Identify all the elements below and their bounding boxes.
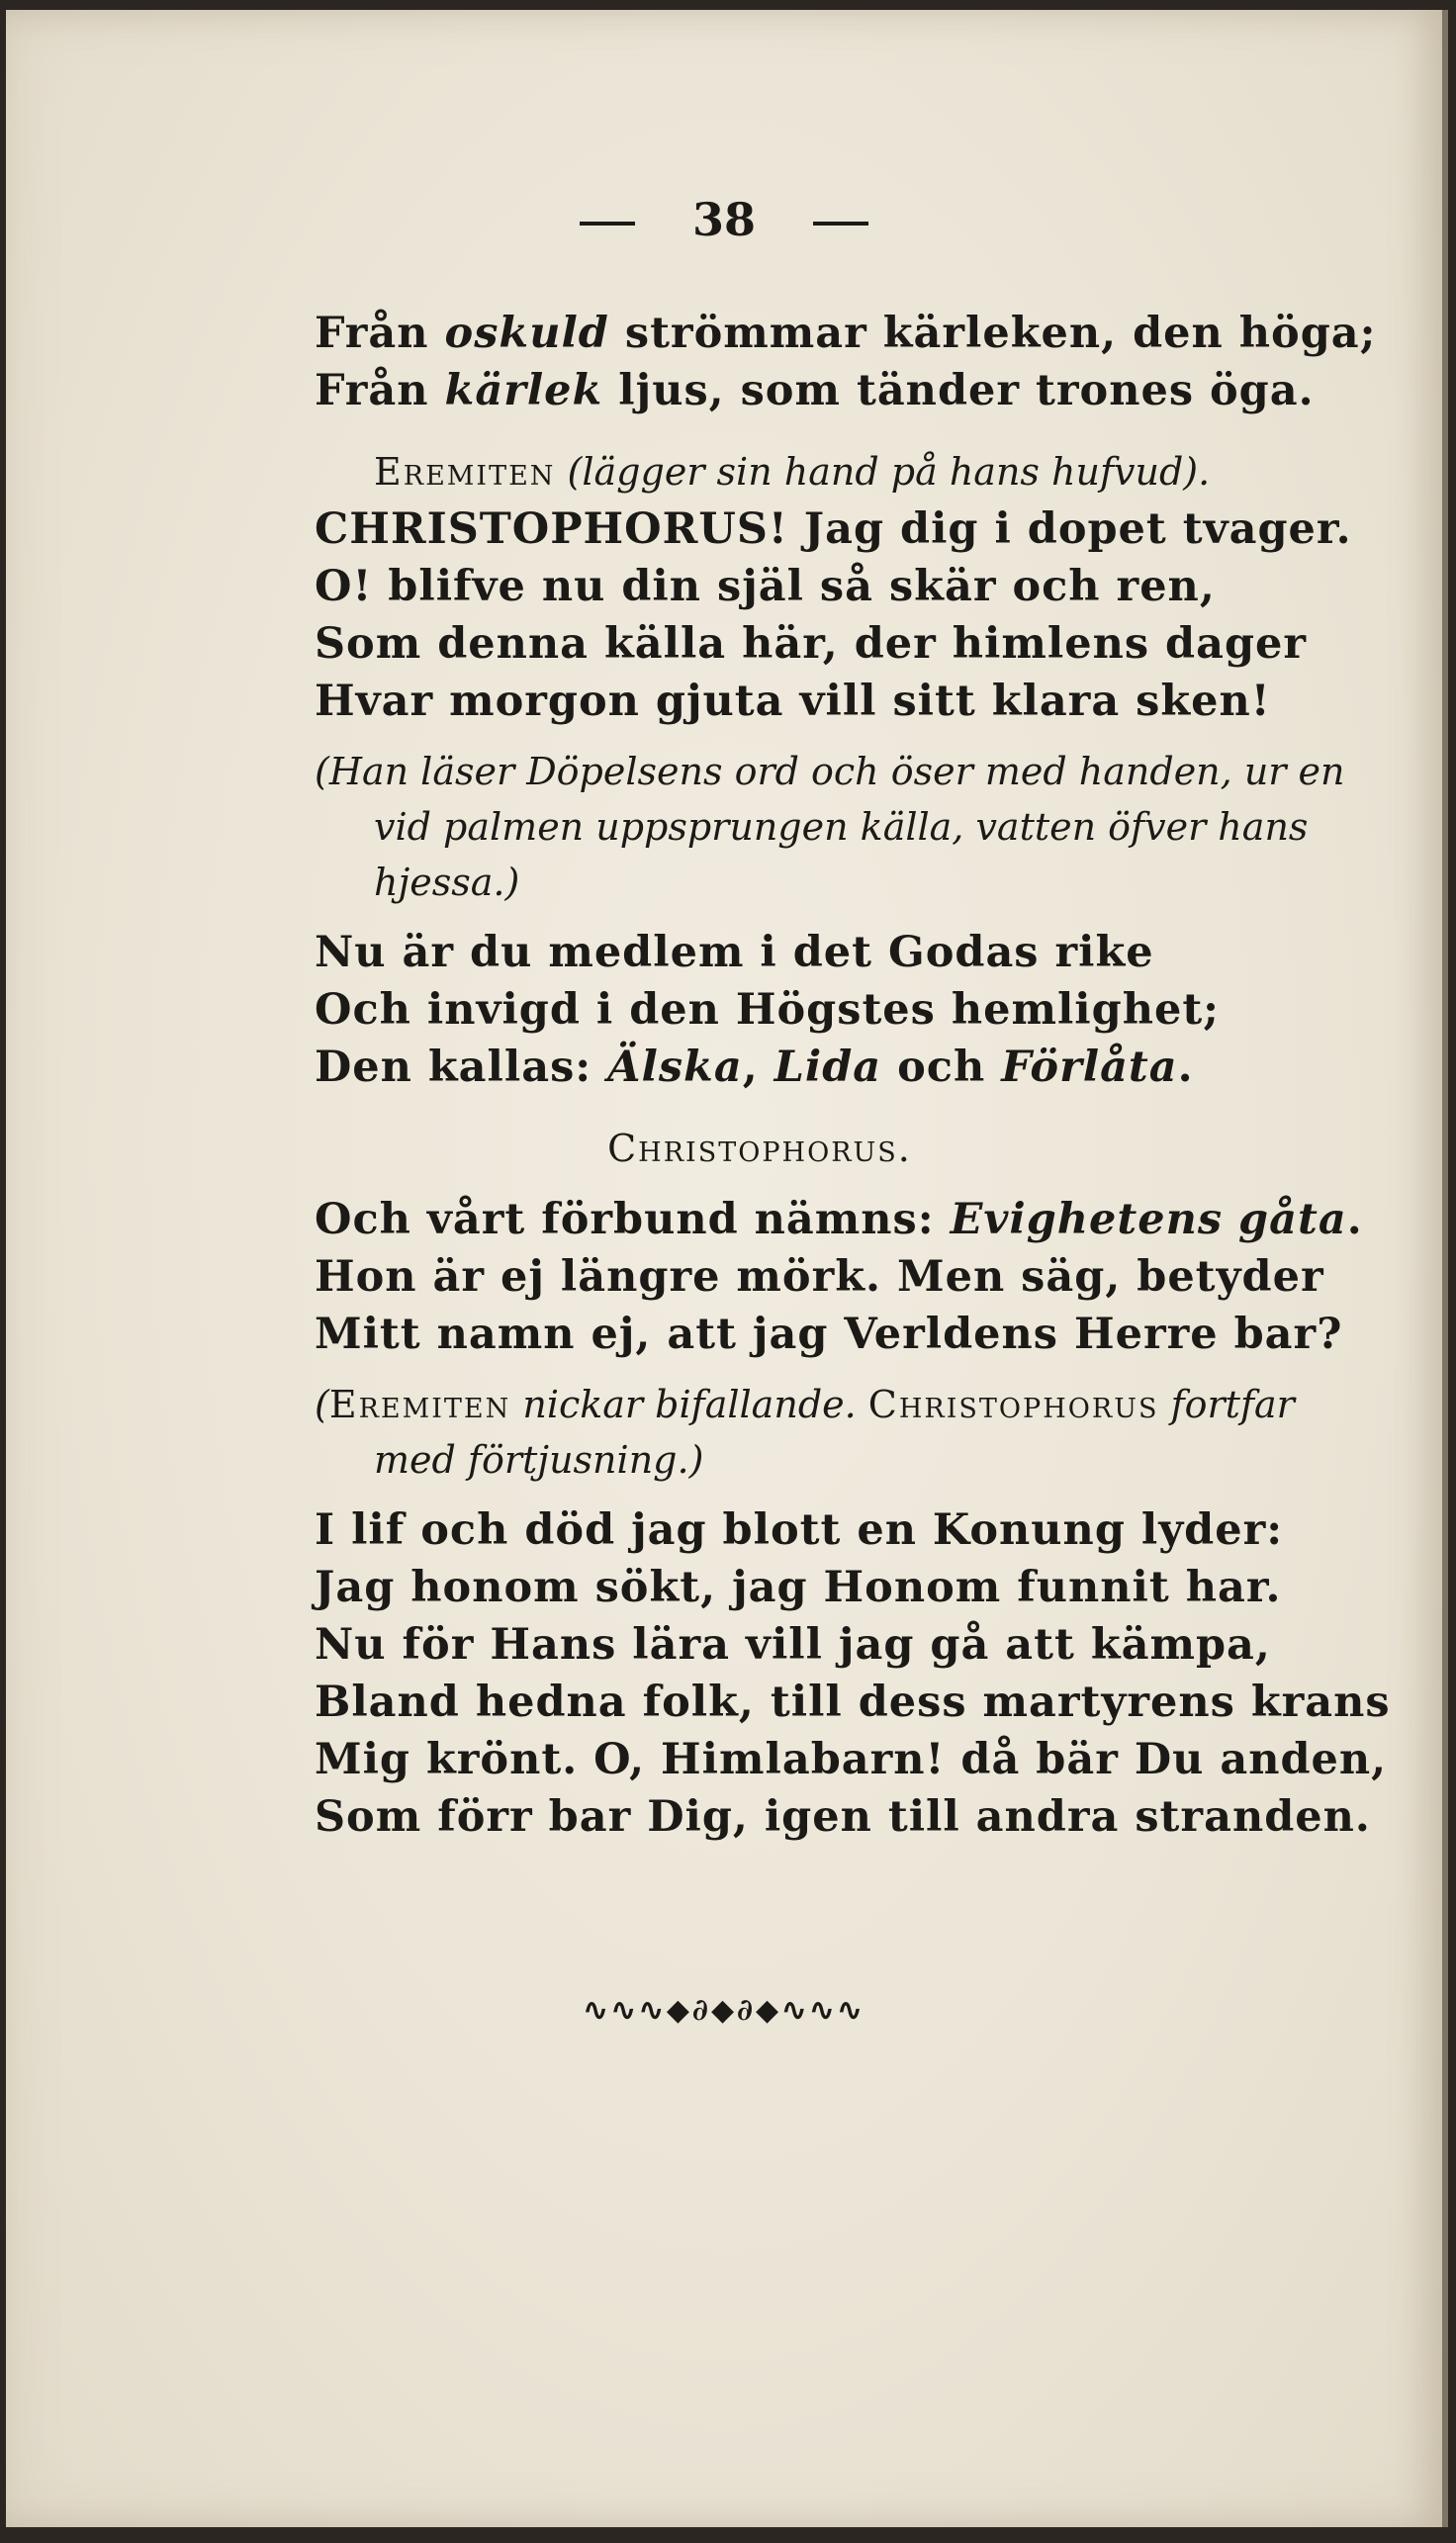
- ornament-divider: ∿∿∿◆∂◆∂◆∿∿∿: [583, 1993, 865, 2028]
- stage-direction: vid palmen uppsprungen källa, vatten öfver hans: [374, 805, 1309, 849]
- verse-line: Bland hedna folk, till dess martyrens krans: [315, 1678, 1391, 1727]
- header-dash-right: [813, 222, 868, 226]
- verse-body: [315, 305, 1391, 1846]
- header-dash-left: [580, 222, 635, 226]
- verse-line: Den kallas: Älska, Lida och Förlåta.: [315, 1043, 1194, 1092]
- page-header: [6, 193, 1442, 246]
- verse-line: Från oskuld strömmar kärleken, den höga;: [315, 309, 1377, 358]
- verse-line: Som denna källa här, der himlens dager: [315, 619, 1308, 669]
- speaker-direction: [315, 443, 1383, 500]
- verse-line: Mitt namn ej, att jag Verldens Herre bar?: [315, 1310, 1343, 1359]
- verse-line: Hvar morgon gjuta vill sitt klara sken!: [315, 677, 1271, 726]
- verse-line: O! blifve nu din själ så skär och ren,: [315, 562, 1216, 611]
- verse-line: Hon är ej längre mörk. Men säg, betyder: [315, 1252, 1324, 1302]
- verse-line: Nu för Hans lära vill jag gå att kämpa,: [315, 1620, 1271, 1670]
- verse-line: Och invigd i den Högstes hemlighet;: [315, 985, 1221, 1035]
- speaker-name: Eremiten: [374, 450, 556, 494]
- speaker-name: Christophorus.: [607, 1127, 912, 1170]
- verse-line: I lif och död jag blott en Konung lyder:: [315, 1505, 1284, 1555]
- stage-direction: (lägger sin hand på hans hufvud).: [567, 450, 1211, 494]
- book-page: [6, 10, 1448, 2527]
- verse-line: Mig krönt. O, Himlabarn! då bär Du anden,: [315, 1735, 1388, 1784]
- verse-line: Från kärlek ljus, som tänder trones öga.: [315, 366, 1315, 415]
- stage-direction: med förtjusning.): [374, 1438, 704, 1482]
- stage-direction: (Han läser Döpelsens ord och öser med handen, ur en: [315, 750, 1345, 793]
- verse-line: CHRISTOPHORUS! Jag dig i dopet tvager.: [315, 504, 1352, 554]
- verse-line: Och vårt förbund nämns: Evighetens gåta.: [315, 1195, 1363, 1244]
- verse-line: Jag honom sökt, jag Honom funnit har.: [315, 1563, 1282, 1612]
- verse-line: Nu är du medlem i det Godas rike: [315, 928, 1154, 977]
- stage-direction: hjessa.): [374, 861, 520, 904]
- verse-line: Som förr bar Dig, igen till andra stranden.: [315, 1792, 1371, 1842]
- stage-direction: (Eremiten nickar bifallande. Christophorus fortfar: [315, 1383, 1295, 1426]
- page-number: 38: [691, 193, 756, 246]
